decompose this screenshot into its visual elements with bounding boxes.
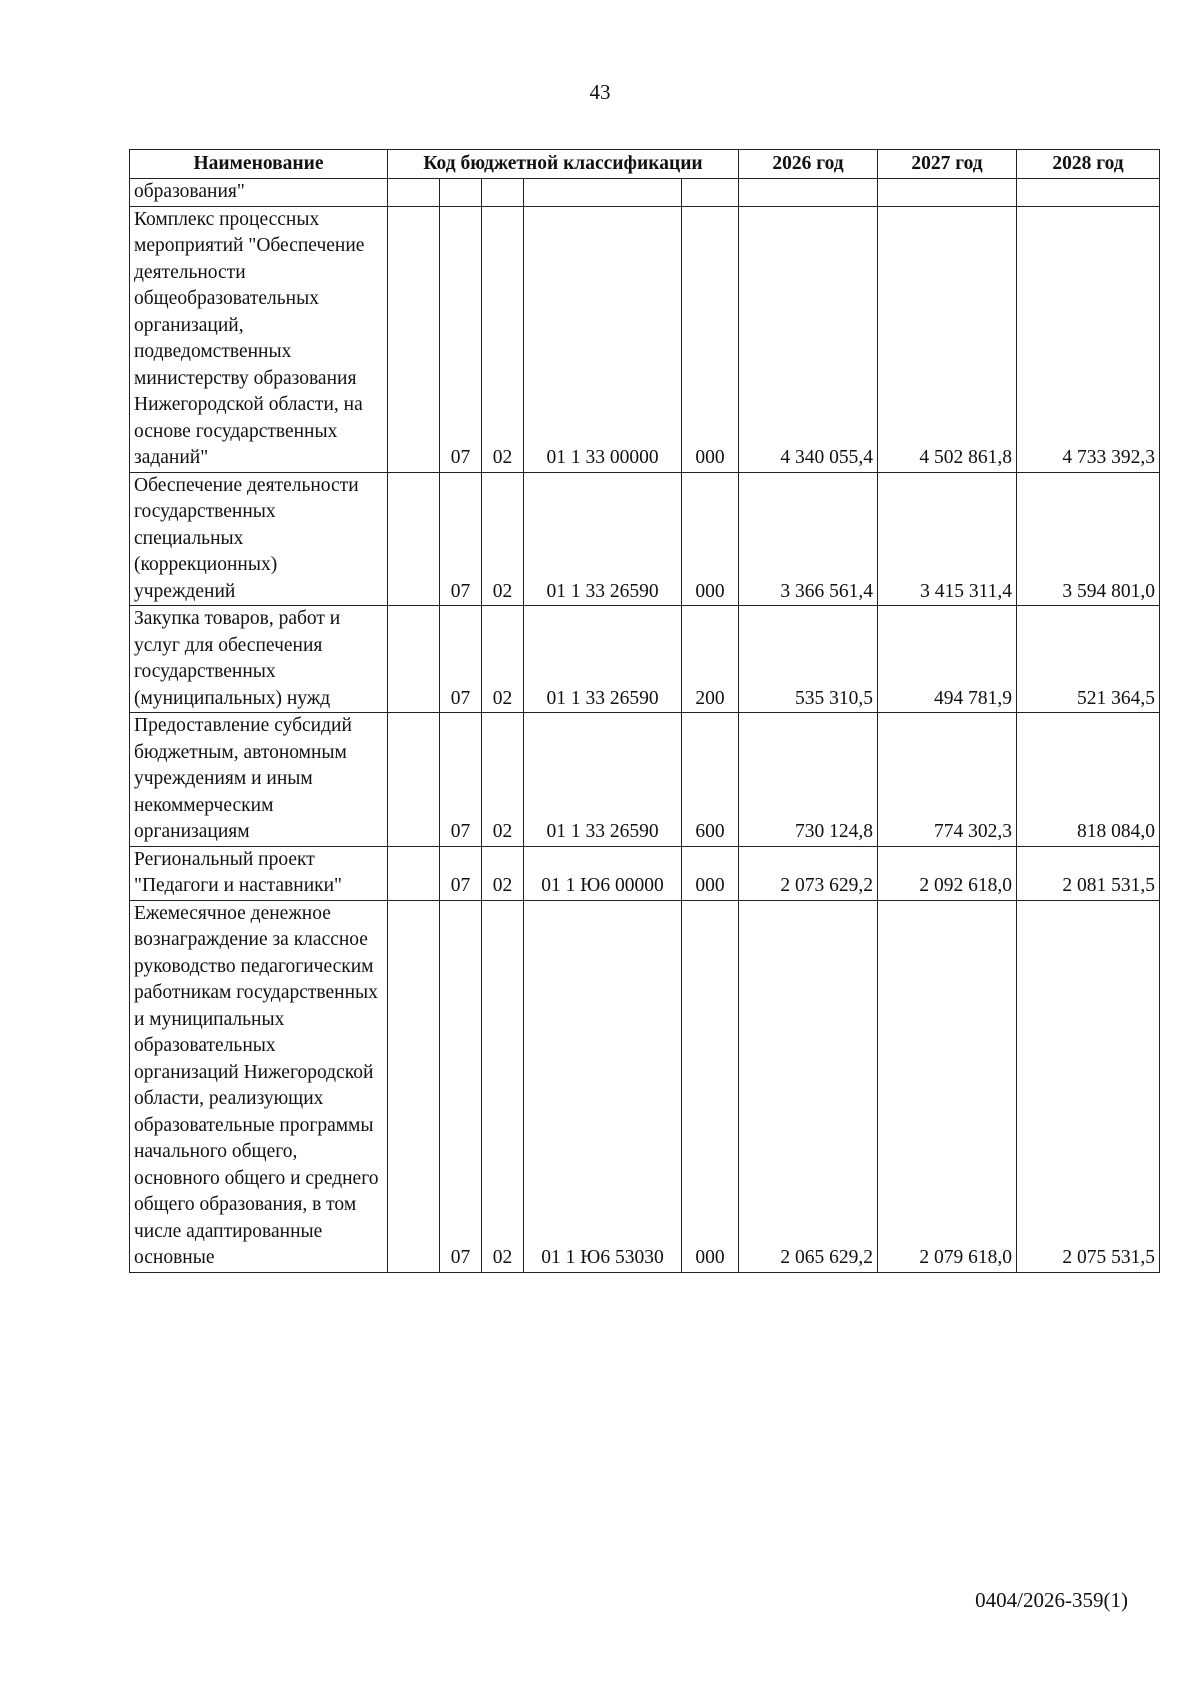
- amount-2028: 4 733 392,3: [1017, 206, 1160, 472]
- amount-2026: 3 366 561,4: [739, 472, 878, 606]
- code-blank: [388, 606, 440, 713]
- code-section: 07: [440, 713, 482, 847]
- code-subsection: 02: [482, 606, 524, 713]
- code-expense-type: [682, 179, 739, 207]
- row-name: Комплекс процессных мероприятий "Обеспечение деятельности общеобразовательных организаций, подведомственных министерству образования Нижегородской области, на основе государственных заданий": [130, 206, 388, 472]
- header-code: Код бюджетной классификации: [388, 150, 739, 179]
- amount-2027: 2 079 618,0: [878, 900, 1017, 1272]
- code-blank: [388, 472, 440, 606]
- amount-2028: 2 081 531,5: [1017, 846, 1160, 900]
- amount-2026: 535 310,5: [739, 606, 878, 713]
- amount-2028: 3 594 801,0: [1017, 472, 1160, 606]
- code-expense-type: 000: [682, 846, 739, 900]
- table-row: [130, 206, 1160, 472]
- code-expense-type: 000: [682, 206, 739, 472]
- amount-2026: 730 124,8: [739, 713, 878, 847]
- table-row: [130, 900, 1160, 1272]
- amount-2027: 4 502 861,8: [878, 206, 1017, 472]
- code-expense-type: 000: [682, 472, 739, 606]
- code-target-article: [524, 179, 682, 207]
- code-section: 07: [440, 846, 482, 900]
- code-target-article: 01 1 33 00000: [524, 206, 682, 472]
- header-name: Наименование: [130, 150, 388, 179]
- amount-2026: 2 073 629,2: [739, 846, 878, 900]
- row-name: Закупка товаров, работ и услуг для обеспечения государственных (муниципальных) нужд: [130, 606, 388, 713]
- code-expense-type: 200: [682, 606, 739, 713]
- code-blank: [388, 206, 440, 472]
- row-name: образования": [130, 179, 388, 207]
- code-section: 07: [440, 606, 482, 713]
- code-section: 07: [440, 900, 482, 1272]
- code-target-article: 01 1 33 26590: [524, 713, 682, 847]
- table-row: [130, 846, 1160, 900]
- page-number: 43: [589, 80, 611, 104]
- amount-2027: 774 302,3: [878, 713, 1017, 847]
- code-subsection: 02: [482, 472, 524, 606]
- code-section: 07: [440, 472, 482, 606]
- amount-2027: [878, 179, 1017, 207]
- amount-2027: 2 092 618,0: [878, 846, 1017, 900]
- code-expense-type: 000: [682, 900, 739, 1272]
- code-section: [440, 179, 482, 207]
- budget-table: [129, 149, 1160, 1273]
- code-blank: [388, 900, 440, 1272]
- code-target-article: 01 1 33 26590: [524, 606, 682, 713]
- row-name: Ежемесячное денежное вознаграждение за классное руководство педагогическим работникам государственных и муниципальных образовательных организаций Нижегородской области, реализующих образовательные программы начального общего, основного общего и среднего общего образования, в том числе адаптированные основные: [130, 900, 388, 1272]
- code-target-article: 01 1 33 26590: [524, 472, 682, 606]
- code-target-article: 01 1 Ю6 53030: [524, 900, 682, 1272]
- header-2028: 2028 год: [1017, 150, 1160, 179]
- amount-2027: 3 415 311,4: [878, 472, 1017, 606]
- amount-2028: [1017, 179, 1160, 207]
- header-2026: 2026 год: [739, 150, 878, 179]
- table-row: [130, 472, 1160, 606]
- amount-2026: [739, 179, 878, 207]
- amount-2028: 521 364,5: [1017, 606, 1160, 713]
- table-header-row: [130, 150, 1160, 179]
- table-row: [130, 179, 1160, 207]
- code-blank: [388, 846, 440, 900]
- header-2027: 2027 год: [878, 150, 1017, 179]
- amount-2028: 2 075 531,5: [1017, 900, 1160, 1272]
- code-subsection: 02: [482, 713, 524, 847]
- code-blank: [388, 713, 440, 847]
- row-name: Обеспечение деятельности государственных специальных (коррекционных) учреждений: [130, 472, 388, 606]
- row-name: Региональный проект "Педагоги и наставники": [130, 846, 388, 900]
- row-name: Предоставление субсидий бюджетным, автономным учреждениям и иным некоммерческим организациям: [130, 713, 388, 847]
- amount-2027: 494 781,9: [878, 606, 1017, 713]
- code-subsection: 02: [482, 900, 524, 1272]
- table-row: [130, 713, 1160, 847]
- amount-2026: 2 065 629,2: [739, 900, 878, 1272]
- code-target-article: 01 1 Ю6 00000: [524, 846, 682, 900]
- table-row: [130, 606, 1160, 713]
- code-expense-type: 600: [682, 713, 739, 847]
- code-subsection: 02: [482, 846, 524, 900]
- code-subsection: [482, 179, 524, 207]
- document-code: 0404/2026-359(1): [975, 1588, 1128, 1612]
- amount-2026: 4 340 055,4: [739, 206, 878, 472]
- code-blank: [388, 179, 440, 207]
- code-subsection: 02: [482, 206, 524, 472]
- amount-2028: 818 084,0: [1017, 713, 1160, 847]
- code-section: 07: [440, 206, 482, 472]
